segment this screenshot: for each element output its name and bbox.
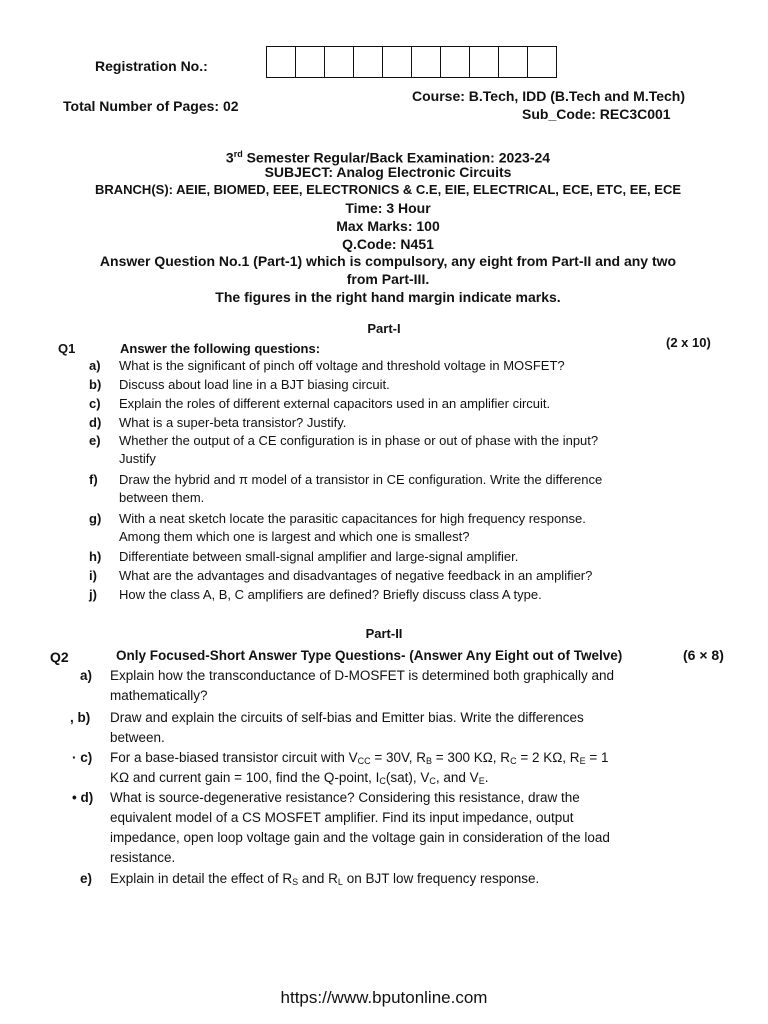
max-marks: Max Marks: 100	[336, 218, 440, 234]
subject: SUBJECT: Analog Electronic Circuits	[264, 164, 512, 180]
registration-boxes	[266, 46, 557, 78]
q1-heading: Answer the following questions:	[120, 341, 321, 356]
registration-box	[470, 47, 499, 77]
q2-item-b: , b) Draw and explain the circuits of self-bias and Emitter bias. Write the differences between.	[70, 710, 584, 745]
question-number-q2: Q2	[50, 649, 69, 665]
registration-box	[441, 47, 470, 77]
q2-item-a: a) Explain how the transconductance of D-MOSFET is determined both graphically and mathematically?	[80, 668, 615, 703]
instruction-line-2: from Part-III.	[346, 271, 430, 287]
registration-box	[354, 47, 383, 77]
footer-url: https://www.bputonline.com	[280, 988, 488, 1007]
time: Time: 3 Hour	[345, 200, 431, 216]
q2-heading: Only Focused-Short Answer Type Questions- (Answer Any Eight out of Twelve)	[116, 648, 623, 663]
q1-item-f: f) Draw the hybrid and π model of a transistor in CE configuration. Write the difference between them.	[89, 472, 603, 505]
q1-item-e: e) Whether the output of a CE configuration is in phase or out of phase with the input? Justify	[89, 433, 599, 466]
registration-box	[383, 47, 412, 77]
instruction-line-1: Answer Question No.1 (Part-1) which is compulsory, any eight from Part-II and any two	[99, 253, 677, 269]
semester-line: 3rd Semester Regular/Back Examination: 2023-24	[225, 149, 551, 166]
exam-paper-page: Registration No.: Total Number of Pages: 02 Course: B.Tech, IDD (B.Tech and M.Tech) Sub_Code: REC3C001 3rd Semester Regular/Back Examination: 2023-24 SUBJECT: Analog Electronic Circuits BRANCH(S): AEIE, BIOMED, EEE, ELECTRONICS & C.E, EIE, ELECTRICAL, ECE, ETC, EE, ECE Time: 3 Hour Max Marks: 100 Q.Code: N451 Answer Question No.1 (Part-1) which is compulsory, any eight from Part-II and any two from Part-III. The figures in the right hand margin indicate marks. Part-I Q1 Answer the following questions: (2 x 10) a) What is the significant of pinch off voltage and threshold voltage in MOSFET? b) Discuss about load line in a BJT biasing circuit. c) Explain the roles of different external capacitors used in an amplifier circuit. d) What is a super-beta transistor? Justify. e) Whether the output of a CE configuration is in phase or out of phase with the input? Justify f) Draw the hybrid and π model of a transistor in CE configuration. Write the difference between them. g) With a neat sketch locate the parasitic capacitances for high frequency response. Among them which one is largest and which one is smallest? h) Differentiate between small-signal amplifier and large-signal amplifier. i) What are the advantages and disadvantages of negative feedback in an amplifier? j) How the class A, B, C amplifiers are defined? Briefly discuss class A type. Part-II Q2 Only Focused-Short Answer Type Questions- (Answer Any Eight out of Twelve) (6 × 8) a) Explain how the transconductance of D-MOSFET is determined both graphically and mathematically? , b) Draw and explain the circuits of self-bias and Emitter bias. Write the differences between. · c) For a base-biased transistor circuit with $V_{CC} = 30V$, $R_B = 300$ KΩ, $R_C = 2$ KΩ, $R_E = 1$ KΩ and current gain = 100, find the Q-point, $I_C(sat)$, $V_C$, and $V_E$. • d) What is source-degenerative resistance? Considering this resistance, draw the equivalent model of a CS MOSFET amplifier. Find its input impedance, output impedance, open loop voltage gain and the voltage gain in consideration of the load resistance. e) Explain in detail the effect of $R_S$ and $R_L$ on BJT low frequency response. https://www.bputonline.com	[0, 0, 768, 1024]
course: Course: B.Tech, IDD (B.Tech and M.Tech)	[412, 88, 686, 104]
qcode: Q.Code: N451	[342, 236, 434, 252]
registration-box	[267, 47, 296, 77]
total-pages: Total Number of Pages: 02	[63, 98, 239, 114]
question-number-q1: Q1	[58, 341, 76, 356]
registration-box	[325, 47, 354, 77]
q2-item-d: • d) What is source-degenerative resistance? Considering this resistance, draw the equivalent model of a CS MOSFET amplifier. Find its input impedance, output impedance, open loop voltage gain and the voltage gain in consideration of the load resistance.	[72, 790, 610, 865]
margin-note: The figures in the right hand margin indicate marks.	[215, 289, 561, 305]
part-2-title: Part-II	[365, 626, 403, 641]
q2-item-c: · c) For a base-biased transistor circuit with $V_{CC} = 30V$, $R_B = 300$ KΩ, $R_C = 2$ KΩ, $R_E = 1$ KΩ and current gain = 100, find the Q-point, $I_C(sat)$, $V_C$, and $V_E$.	[72, 750, 609, 786]
registration-box	[499, 47, 528, 77]
registration-box	[528, 47, 556, 77]
registration-label: Registration No.:	[95, 58, 208, 74]
part-1-title: Part-I	[367, 321, 401, 336]
registration-box	[296, 47, 325, 77]
q1-marks: (2 x 10)	[666, 335, 711, 350]
q2-marks: (6 × 8)	[683, 647, 724, 663]
sub-code: Sub_Code: REC3C001	[522, 106, 671, 122]
branches: BRANCH(S): AEIE, BIOMED, EEE, ELECTRONICS & C.E, EIE, ELECTRICAL, ECE, ETC, EE, ECE	[94, 182, 682, 197]
q1-item-g: g) With a neat sketch locate the parasitic capacitances for high frequency response. Among them which one is largest and which one is smallest?	[89, 511, 586, 544]
registration-box	[412, 47, 441, 77]
